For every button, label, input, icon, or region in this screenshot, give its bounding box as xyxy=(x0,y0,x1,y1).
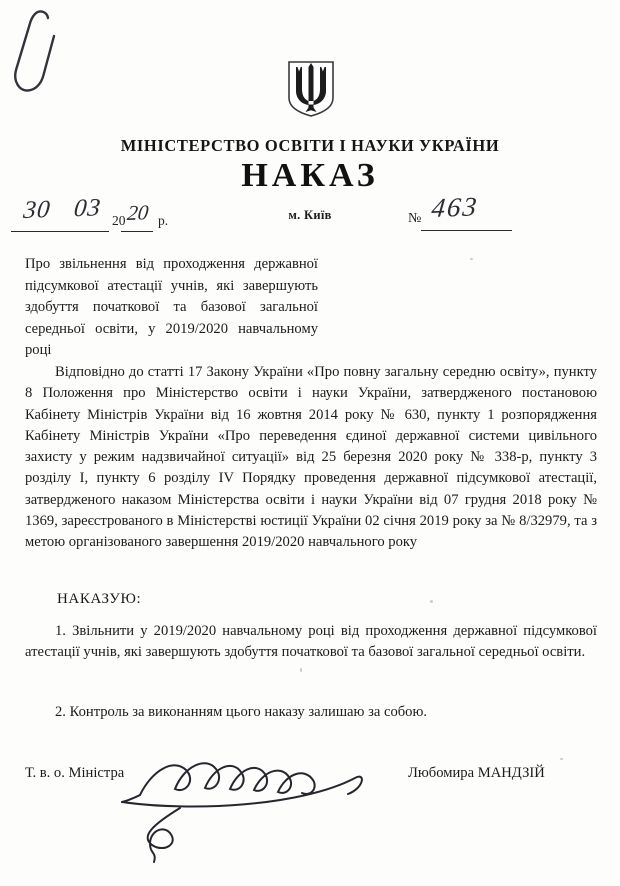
scan-speck xyxy=(300,668,302,672)
order-word: НАКАЗУЮ: xyxy=(57,591,142,607)
printed-year-prefix: 20 xyxy=(112,213,126,228)
signer-position-title: Т. в. о. Міністра xyxy=(25,765,125,781)
ministry-name: МІНІСТЕРСТВО ОСВІТИ І НАУКИ УКРАЇНИ xyxy=(120,136,500,155)
number-underline xyxy=(421,230,512,231)
city-label: м. Київ xyxy=(288,208,332,222)
scan-speck xyxy=(470,258,473,260)
year-underline xyxy=(121,231,153,232)
handwritten-day-month: 30 03 xyxy=(22,194,103,225)
order-item-2: 2. Контроль за виконанням цього наказу залишаю за собою. xyxy=(55,704,428,720)
ukraine-trident-emblem-icon xyxy=(286,59,336,119)
year-unit-label: р. xyxy=(158,213,169,228)
paperclip-icon xyxy=(2,6,74,102)
order-preamble: Відповідно до статті 17 Закону України «Про повну загальну середню освіту», пункту 8 Положення про Міністерство освіти і науки України, затвердженого постановою Кабінету Міністрів України від 16 жовтня 2014 року № 630, пункту 1 розпорядження Кабінету Міністрів України «Про переведення єдиної державної системи цивільного захисту у режим надзвичайної ситуації» від 25 березня 2020 року № 338-р, пункту 3 розділу I, пункту 6 розділу IV Порядку проведення державної підсумкової атестації, затвердженого наказом Міністерства освіти і науки України від 07 грудня 2018 року № 1369, зареєстрованого в Міністерстві юстиції України 02 січня 2019 року за № 8/32979, та з метою організованого завершення 2019/2020 навчального року xyxy=(25,364,597,551)
number-sign-label: № xyxy=(408,211,422,226)
document-type-title: НАКАЗ xyxy=(241,157,379,194)
handwritten-year-suffix: 20 xyxy=(126,200,150,226)
order-subject: Про звільнення від проходження державної підсумкової атестації учнів, які завершують здобуття початкової та базової загальної середньої освіти, у 2019/2020 навчальному році xyxy=(25,256,318,359)
scan-speck xyxy=(430,600,433,603)
order-item-1: 1. Звільнити у 2019/2020 навчальному році від проходження державної підсумкової атестації учнів, які завершують здобуття початкової та базової загальної середньої освіти. xyxy=(25,623,597,661)
scan-speck xyxy=(560,758,563,760)
date-underline xyxy=(11,231,109,232)
handwritten-signature-icon xyxy=(112,738,382,866)
signer-name: Любомира МАНДЗІЙ xyxy=(408,765,545,781)
handwritten-order-number: 463 xyxy=(430,191,480,224)
